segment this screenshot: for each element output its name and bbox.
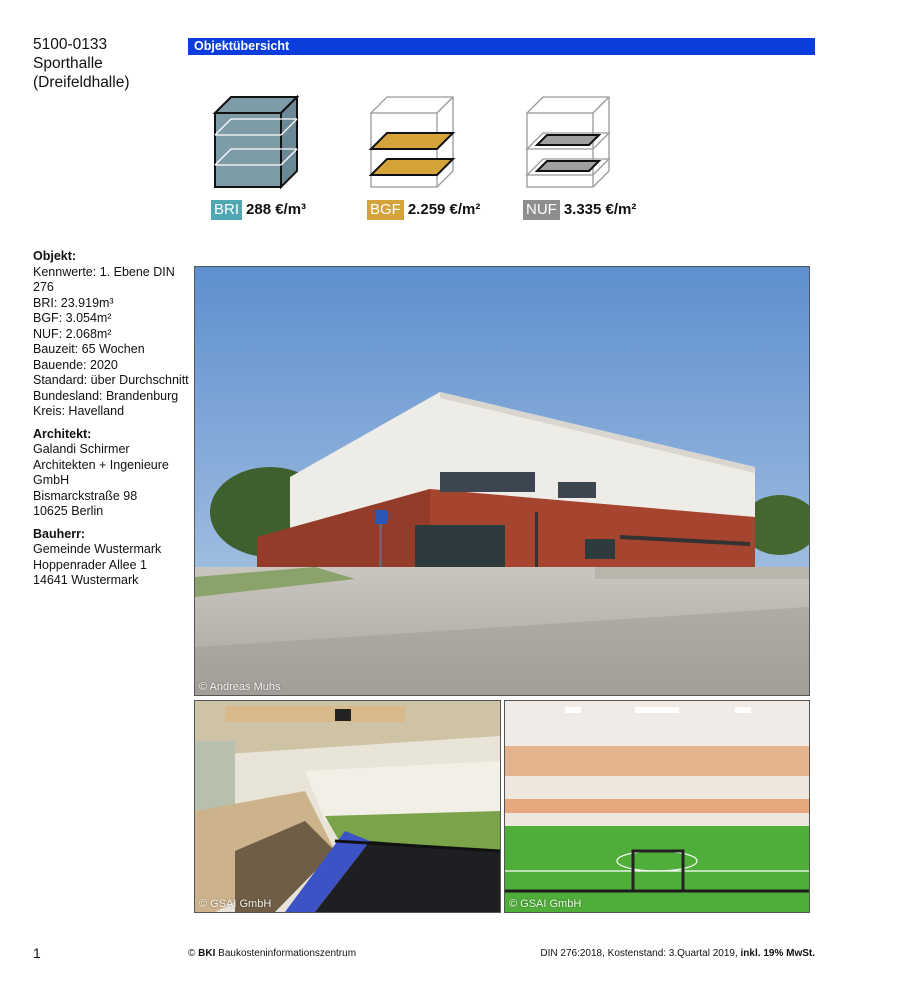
objekt-line: Standard: über Durchschnitt [33,373,189,387]
photo-credit: © Andreas Muhs [199,681,281,693]
objekt-line: BRI: 23.919m³ [33,295,114,310]
kennwert-value: 3.335 €/m² [563,201,637,218]
publisher-short: BKI [198,948,216,959]
interior-photo-hall [504,700,810,913]
objekt-line: Kreis: Havelland [33,404,125,418]
objekt-line: Kennwerte: 1. Ebene DIN 276 [33,264,175,294]
objekt-heading: Objekt: [33,249,77,263]
kennwert-tag: NUF [523,200,560,220]
kennwert-bgf [367,200,480,220]
architekt-line: Bismarckstraße 98 [33,488,138,503]
architekt-line: GmbH [33,473,70,487]
page-number: 1 [33,945,41,961]
bauherr-line: Hoppenrader Allee 1 [33,557,147,572]
photo-credit: © GSAI GmbH [509,898,582,910]
architekt-heading: Architekt: [33,426,92,441]
info-column [33,249,193,589]
bgf-cube-icon [365,95,457,191]
photo-credit: © GSAI GmbH [199,898,272,910]
footer-note-prefix: DIN 276:2018, Kostenstand: 3.Quartal 2019, [540,948,738,959]
objekt-line: Bauzeit: 65 Wochen [33,342,145,356]
nuf-cube-icon [521,95,613,191]
objekt-line: Bauende: 2020 [33,357,118,372]
bauherr-line: 14641 Wustermark [33,573,139,587]
object-number: 5100-0133 [33,36,108,53]
object-id-block [33,35,129,92]
interior-photo-stands [194,700,501,913]
architekt-line: Galandi Schirmer [33,442,130,456]
bauherr-line: Gemeinde Wustermark [33,542,162,556]
footer-publisher [188,948,356,959]
exterior-photo [194,266,810,696]
objekt-line: BGF: 3.054m² [33,311,112,325]
objekt-line: NUF: 2.068m² [33,326,112,341]
kennwert-tag: BRI [211,200,242,220]
footer-note-bold: inkl. 19% MwSt. [740,948,815,959]
objekt-line: Bundesland: Brandenburg [33,388,179,403]
publisher-long: Baukosteninformationszentrum [218,948,357,959]
footer-note [540,948,815,959]
object-type: Sporthalle [33,55,103,72]
kennwert-tag: BGF [367,200,404,220]
bri-cube-icon [209,95,301,191]
object-subtype: (Dreifeldhalle) [33,74,130,91]
bauherr-heading: Bauherr: [33,526,86,541]
kennwert-value: 2.259 €/m² [407,201,481,218]
kennwert-value: 288 €/m³ [246,201,307,218]
architekt-line: 10625 Berlin [33,504,104,518]
kennwert-nuf [523,200,636,220]
copyright-symbol: © [188,948,196,959]
kennwert-bri [211,200,306,220]
section-title-bar: Objektübersicht [188,38,815,55]
architekt-line: Architekten + Ingenieure [33,457,169,472]
